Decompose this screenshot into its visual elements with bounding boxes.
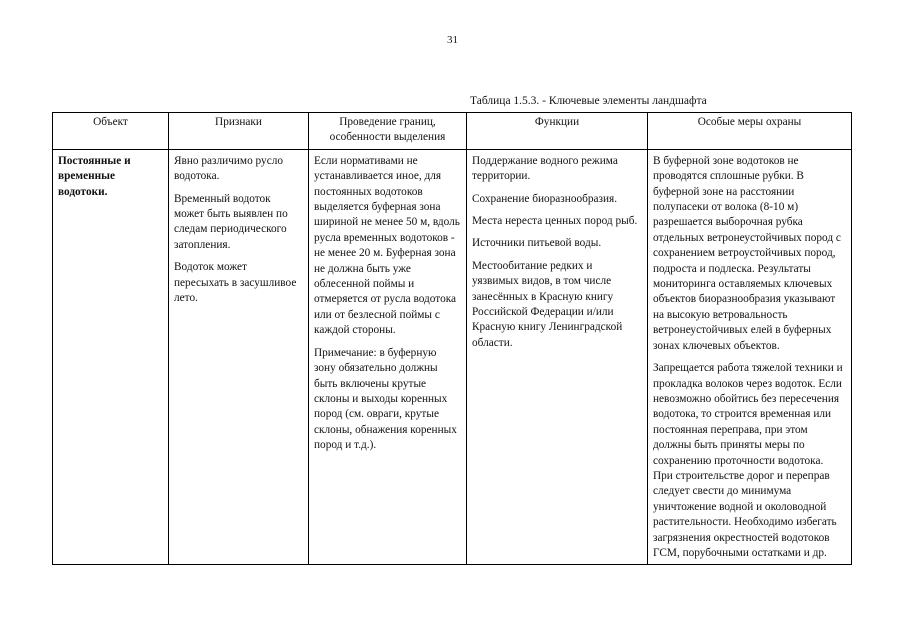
cell-functions [467, 149, 648, 565]
boundaries-paragraph: Если нормативами не устанавливается иное, для постоянных водотоков выделяется буферная зона шириной не менее 50 м, вдоль русла временных водотоков - не менее 20 м. Буферная зона не должна быть уже облесенной поймы и отмеряется от русла водотока или от безлесной поймы с каждой стороны. [314, 154, 460, 337]
cell-object [53, 149, 169, 565]
table-row [53, 149, 852, 565]
table-caption: Таблица 1.5.3. - Ключевые элементы ландшафта [470, 95, 707, 107]
header-object: Объект [53, 113, 169, 150]
header-measures: Особые меры охраны [648, 113, 852, 150]
cell-boundaries [309, 149, 467, 565]
header-boundaries: Проведение границ, особенности выделения [309, 113, 467, 150]
cell-measures [648, 149, 852, 565]
table-header-row [53, 113, 852, 150]
header-functions: Функции [467, 113, 648, 150]
features-paragraph: Явно различимо русло водотока. [174, 154, 283, 183]
boundaries-note: Примечание: в буферную зону обязательно должны быть включены крутые склоны и выходы коренных пород (см. овраги, крутые склоны, обнажения коренных пород и т.д.). [314, 346, 457, 452]
function-item: Поддержание водного режима территории. [472, 154, 618, 183]
function-item: Местообитание редких и уязвимых видов, в том числе занесённых в Красную книгу Российской Федерации и/или Красную книгу Ленинградской области. [472, 259, 623, 349]
page-number: 31 [447, 34, 458, 46]
features-paragraph: Водоток может пересыхать в засушливое лето. [174, 261, 297, 305]
measures-paragraph: Запрещается работа тяжелой техники и прокладка волоков через водоток. Если невозможно обойтись без пересечения водотока, то строится временная или постоянная переправа, при этом должны быть приняты меры по сохранению проточности водотока. При строительстве дорог и переправ следует свести до минимума уничтожение водной и околоводной растительности. Необходимо избегать загрязнения окрестностей водотоков ГСМ, порубочными остатками и др. [653, 362, 843, 559]
measures-paragraph: В буферной зоне водотоков не проводятся сплошные рубки. В буферной зоне на расстоянии полупасеки от волока (8-10 м) разрешается выборочная рубка отдельных ветронеустойчивых пород с сохранением ветроустойчивых пород, подроста и подлеска. Результаты мониторинга оставляемых ключевых объектов биоразнообразия указывают на высокую ветровальность ветронеустойчивых елей в буферных зонах ключевых объектов. [653, 154, 841, 352]
cell-features [169, 149, 309, 565]
function-item: Источники питьевой воды. [472, 237, 602, 250]
landscape-elements-table [52, 112, 852, 565]
function-item: Сохранение биоразнообразия. [472, 192, 618, 205]
object-name: Постоянные и временные водотоки. [58, 154, 131, 198]
features-paragraph: Временный водоток может быть выявлен по следам периодического затопления. [174, 192, 288, 251]
header-features: Признаки [169, 113, 309, 150]
function-item: Места нереста ценных пород рыб. [472, 215, 638, 228]
